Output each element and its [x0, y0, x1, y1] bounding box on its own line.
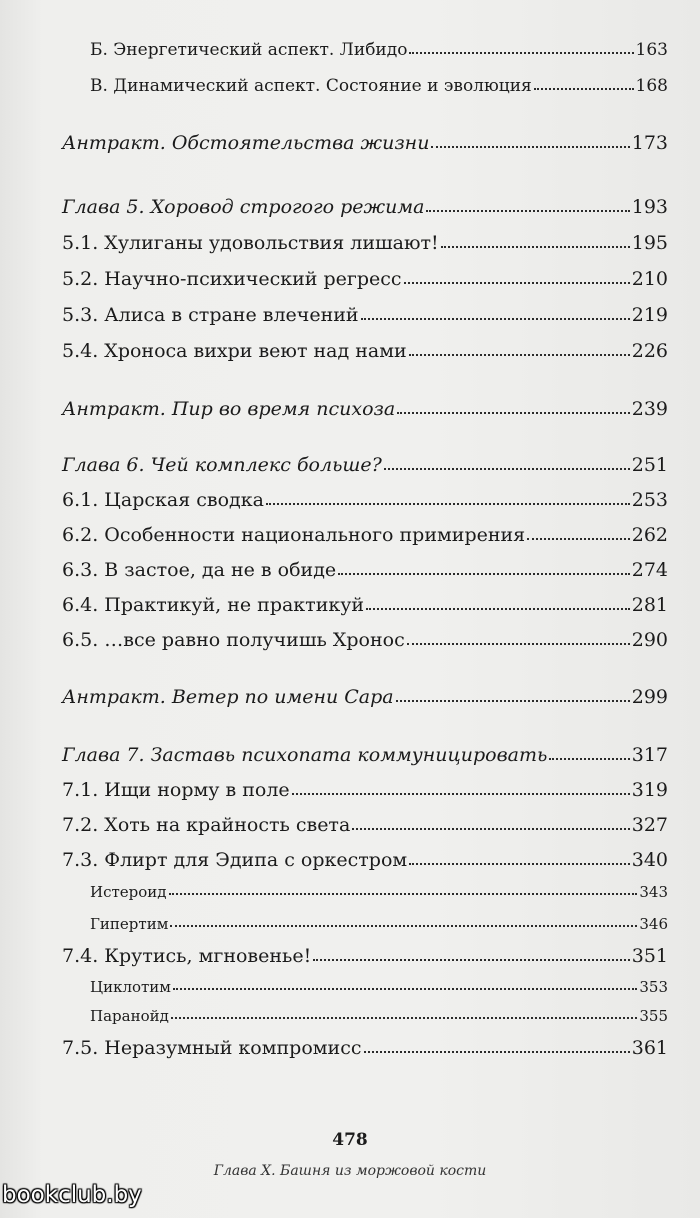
toc-entry-title: 6.4. Практикуй, не практикуй — [62, 594, 365, 616]
leader-dots — [534, 88, 634, 90]
leader-dots — [170, 925, 637, 927]
leader-dots — [171, 1017, 638, 1019]
toc-entry — [62, 779, 668, 801]
toc-entry-page: 173 — [631, 132, 668, 154]
toc-entry-title: Б. Энергетический аспект. Либидо — [90, 40, 408, 60]
toc-entry-title: Глава 7. Заставь психопата коммуницировать — [62, 744, 548, 766]
leader-dots — [169, 893, 638, 895]
toc-entry-title: Антракт. Обстоятельства жизни — [62, 132, 430, 154]
toc-entry-title: Паранойд — [90, 1007, 169, 1025]
leader-dots — [384, 468, 630, 470]
toc-entry — [62, 849, 668, 871]
toc-entry-title: 5.2. Научно-психический регресс — [62, 268, 402, 290]
toc-entry — [62, 340, 668, 362]
toc-entry-subitem — [90, 883, 668, 901]
toc-entry-title: В. Динамический аспект. Состояние и эволюция — [90, 76, 532, 96]
leader-dots — [364, 1051, 630, 1053]
toc-entry-page: 226 — [631, 340, 668, 362]
leader-dots — [292, 793, 630, 795]
leader-dots — [338, 573, 630, 575]
toc-entry-title: 5.1. Хулиганы удовольствия лишают! — [62, 232, 439, 254]
toc-entry-title: Глава 6. Чей комплекс больше? — [62, 454, 382, 476]
leader-dots — [396, 700, 630, 702]
toc-entry — [62, 594, 668, 616]
leader-dots — [431, 146, 629, 148]
leader-dots — [426, 210, 629, 212]
toc-entry — [62, 559, 668, 581]
toc-entry-title: 7.2. Хоть на крайность света — [62, 814, 351, 836]
leader-dots — [352, 828, 629, 830]
toc-entry-chapter — [62, 196, 668, 218]
toc-entry-page: 361 — [631, 1037, 668, 1059]
toc-entry-page: 274 — [631, 559, 668, 581]
toc-entry-title: 5.4. Хроноса вихри веют над нами — [62, 340, 407, 362]
toc-entry-subitem — [90, 1007, 668, 1025]
toc-entry-page: 346 — [639, 915, 668, 933]
toc-entry-page: 168 — [635, 76, 668, 96]
toc-entry-page: 195 — [631, 232, 668, 254]
page-number: 478 — [332, 1130, 368, 1150]
toc-entry-title: 6.2. Особенности национального примирения — [62, 524, 526, 546]
toc-entry-title: 6.5. …все равно получишь Хронос — [62, 629, 405, 651]
toc-entry-title: 7.1. Ищи норму в поле — [62, 779, 290, 801]
toc-entry-entracte — [62, 132, 668, 154]
leader-dots — [366, 608, 630, 610]
leader-dots — [409, 52, 633, 54]
leader-dots — [409, 863, 630, 865]
toc-entry-page: 239 — [631, 398, 668, 420]
toc-entry-page: 340 — [631, 849, 668, 871]
leader-dots — [404, 282, 630, 284]
toc-entry — [90, 76, 668, 96]
toc-entry — [62, 629, 668, 651]
toc-entry-title: 6.1. Царская сводка — [62, 489, 264, 511]
toc-entry — [62, 524, 668, 546]
leader-dots — [549, 758, 629, 760]
toc-entry-page: 353 — [639, 978, 668, 996]
toc-entry-page: 210 — [631, 268, 668, 290]
toc-entry-page: 351 — [631, 945, 668, 967]
toc-entry-page: 251 — [631, 454, 668, 476]
toc-entry-page: 299 — [631, 686, 668, 708]
toc-entry — [62, 489, 668, 511]
leader-dots — [361, 318, 630, 320]
toc-entry-page: 319 — [631, 779, 668, 801]
running-title: Глава X. Башня из моржовой кости — [213, 1163, 487, 1179]
toc-entry-chapter — [62, 744, 668, 766]
toc-entry — [62, 945, 668, 967]
toc-entry-page: 343 — [639, 883, 668, 901]
leader-dots — [266, 503, 630, 505]
toc-entry-title: 7.5. Неразумный компромисс — [62, 1037, 362, 1059]
toc-entry-title: Антракт. Ветер по имени Сара — [62, 686, 394, 708]
toc-entry-chapter — [62, 454, 668, 476]
leader-dots — [313, 959, 629, 961]
toc-entry — [62, 232, 668, 254]
toc-entry-title: 7.4. Крутись, мгновенье! — [62, 945, 312, 967]
toc-entry-title: Гипертим — [90, 915, 169, 933]
toc-entry-page: 327 — [631, 814, 668, 836]
toc-entry-entracte — [62, 398, 668, 420]
toc-entry-page: 317 — [631, 744, 668, 766]
toc-entry-title: Глава 5. Хоровод строгого режима — [62, 196, 425, 218]
toc-entry-title: 5.3. Алиса в стране влечений — [62, 304, 359, 326]
toc-entry-subitem — [90, 978, 668, 996]
leader-dots — [407, 643, 630, 645]
toc-entry-page: 281 — [631, 594, 668, 616]
leader-dots — [409, 354, 630, 356]
toc-entry — [62, 814, 668, 836]
leader-dots — [441, 246, 630, 248]
toc-entry-title: Циклотим — [90, 978, 171, 996]
toc-entry-page: 253 — [631, 489, 668, 511]
leader-dots — [173, 988, 637, 990]
toc-entry-page: 290 — [631, 629, 668, 651]
toc-entry-page: 355 — [639, 1007, 668, 1025]
toc-entry — [62, 1037, 668, 1059]
toc-entry-title: Антракт. Пир во время психоза — [62, 398, 396, 420]
toc-entry-page: 262 — [631, 524, 668, 546]
leader-dots — [527, 538, 630, 540]
toc-entry — [62, 304, 668, 326]
toc-entry-entracte — [62, 686, 668, 708]
toc-entry-subitem — [90, 915, 668, 933]
leader-dots — [397, 412, 630, 414]
toc-entry-page: 193 — [631, 196, 668, 218]
toc-entry-title: 7.3. Флирт для Эдипа с оркестром — [62, 849, 408, 871]
toc-entry-page: 219 — [631, 304, 668, 326]
toc-entry-title: Истероид — [90, 883, 167, 901]
toc-entry — [62, 268, 668, 290]
toc-entry-title: 6.3. В застое, да не в обиде — [62, 559, 337, 581]
watermark: bookclub.by — [2, 1182, 142, 1208]
toc-entry — [90, 40, 668, 60]
toc-entry-page: 163 — [635, 40, 668, 60]
